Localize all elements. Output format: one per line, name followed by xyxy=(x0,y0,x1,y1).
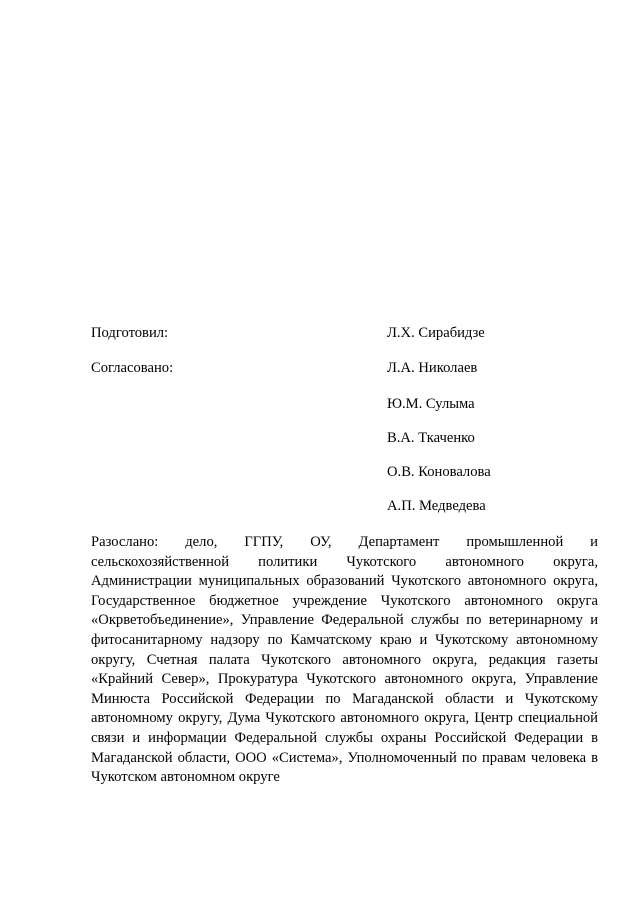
prepared-name: Л.Х. Сирабидзе xyxy=(387,325,485,341)
agreed-name-2: Ю.М. Сулыма xyxy=(387,396,475,412)
agreed-name-5: А.П. Медведева xyxy=(387,498,486,514)
agreed-row xyxy=(91,462,601,482)
prepared-label: Подготовил: xyxy=(91,325,169,341)
agreed-name-3: В.А. Ткаченко xyxy=(387,430,475,446)
agreed-name-4: О.В. Коновалова xyxy=(387,464,491,480)
agreed-name-1: Л.А. Николаев xyxy=(387,360,478,376)
agreed-row xyxy=(91,358,601,378)
agreed-row xyxy=(91,428,601,448)
agreed-row xyxy=(91,394,601,414)
distribution-list: Разослано: дело, ГГПУ, ОУ, Департамент промышленной и сельскохозяйственной политики Чукотского автономного округа, Администрации муниципальных образований Чукотского автономного округа, Государственное бюджетное учреждение Чукотского автономного округа «Окрветобъединение», Управление Федеральной службы по ветеринарному и фитосанитарному надзору по Камчатскому краю и Чукотскому автономному округу, Счетная палата Чукотского автономного округа, редакция газеты «Крайний Север», Прокуратура Чукотского автономного округа, Управление Минюста Российской Федерации по Магаданской области и Чукотскому автономному округу, Дума Чукотского автономного округа, Центр специальной связи и информации Федеральной службы охраны Российской Федерации в Магаданской области, ООО «Система», Уполномоченный по правам человека в Чукотском автономном округе xyxy=(91,534,598,786)
prepared-row xyxy=(91,323,601,343)
agreed-row xyxy=(91,496,601,516)
agreed-label: Согласовано: xyxy=(91,360,174,376)
